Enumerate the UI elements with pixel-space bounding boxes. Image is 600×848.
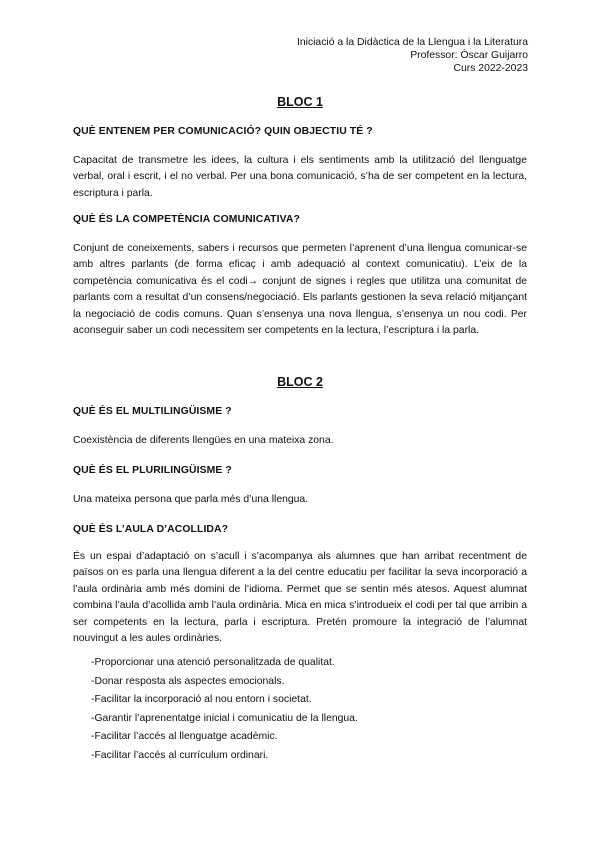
bloc-2-question-3-heading: QUÈ ÉS L’AULA D’ACOLLIDA?: [73, 524, 229, 535]
course-year: Curs 2022-2023: [453, 63, 528, 74]
bloc-1-question-2-heading: QUÈ ÉS LA COMPETÈNCIA COMUNICATIVA?: [73, 214, 300, 225]
bloc-1-question-1-answer: Capacitat de transmetre les idees, la cultura i els sentiments amb la utilització del llenguatge verbal, oral i escrit, i el no verbal. Per una bona comunicació, s’ha de ser competent en la lectura, escriptura i parla.: [73, 155, 527, 199]
bloc-2-question-2-answer: Una mateixa persona que parla més d’una llengua.: [73, 494, 309, 505]
bloc-2-question-3-answer: És un espai d’adaptació on s’acull i s’acompanya als alumnes que han arribat recentment de països on es parla una llengua diferent a la del centre educatiu per facilitar la seva incorporació a l’aula ordinària amb més domini de l’idioma. Permet que se sentin més atesos. Aquest alumnat combina l’aula d’acollida amb l’aula ordinària. Mica en mica s’introdueix el codi per tal que arribin a ser competents en la lectura, parla i escriptura. Pretén promoure la integració de l’alumnat nouvingut a les aules ordinàries.: [73, 551, 527, 645]
list-item: -Donar resposta als aspectes emocionals.: [91, 675, 285, 687]
list-item: -Facilitar l’accés al currículum ordinari.: [91, 749, 269, 761]
bloc-2-question-1-answer: Coexistència de diferents llengües en una mateixa zona.: [73, 435, 334, 446]
aula-acollida-objectives-list: [91, 654, 358, 766]
document-header: [297, 36, 528, 75]
list-item: -Facilitar l’accés al llenguatge acadèmic.: [91, 731, 278, 743]
list-item: -Garantir l’aprenentatge inicial i comunicatiu de la llengua.: [91, 712, 358, 724]
bloc-1-title: BLOC 1: [277, 95, 323, 109]
list-item: -Facilitar la incorporació al nou entorn i societat.: [91, 694, 312, 706]
course-title: Iniciació a la Didàctica de la Llengua i la Literatura: [296, 37, 528, 48]
bloc-2-question-1-heading: QUÈ ÉS EL MULTILINGÜISME ?: [73, 406, 232, 417]
bloc-1-question-1-heading: QUÈ ENTENEM PER COMUNICACIÓ? QUIN OBJECTIU TÉ ?: [73, 126, 373, 137]
bloc-2-question-2-heading: QUÈ ÉS EL PLURILINGÜISME ?: [73, 465, 232, 476]
professor-name: Professor: Òscar Guijarro: [410, 50, 528, 61]
bloc-2-title: BLOC 2: [277, 375, 323, 389]
bloc-1-question-2-answer: Conjunt de coneixements, sabers i recursos que permeten l’aprenent d’una llengua comunicar-se amb altres parlants (de forma eficaç i amb adequació al context comunicatiu). L’eix de la competència comunicativa és el codi→ conjunt de signes i regles que utilitza una comunitat de parlants com a resultat d’un consens/negociació. Els parlants gestionen la seva relació mitjançant la negociació de codis comuns. Quan s’ensenya una nova llengua, s’ensenya un nou codi. Per aconseguir saber un codi necessitem ser competents en la lectura, l’escriptura i la parla.: [73, 243, 527, 337]
list-item: -Proporcionar una atenció personalitzada de qualitat.: [91, 657, 335, 668]
